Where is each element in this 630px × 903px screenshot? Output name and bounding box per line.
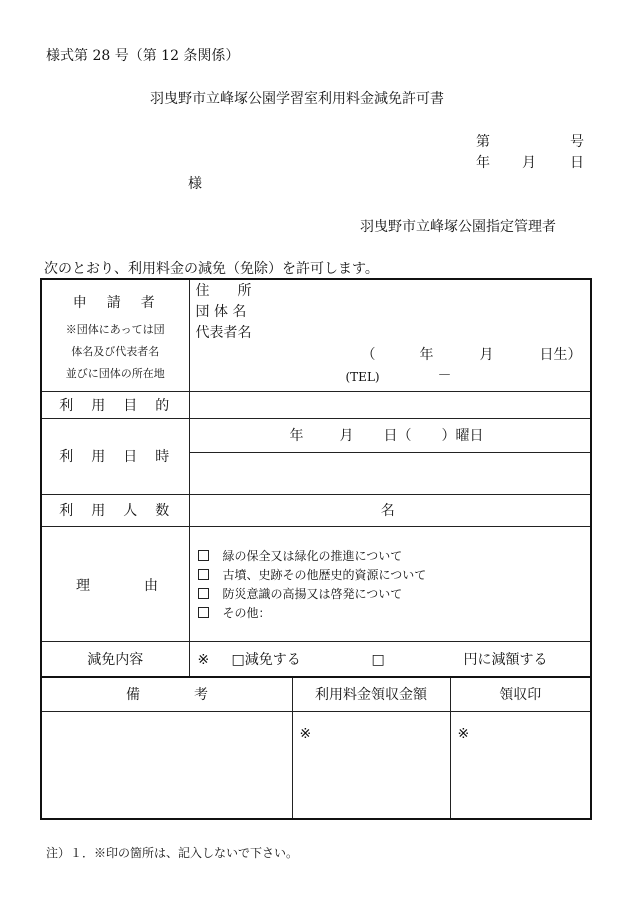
amount-mark: ※ bbox=[299, 725, 312, 742]
checkbox[interactable] bbox=[198, 607, 209, 618]
form-number: 様式第 28 号（第 12 条関係） bbox=[46, 48, 240, 64]
applicant-input-cell[interactable] bbox=[189, 279, 591, 391]
exemption-label: 減免内容 bbox=[41, 641, 189, 677]
tel-dash: － bbox=[437, 368, 452, 384]
remarks-header bbox=[41, 677, 292, 711]
datetime-label: 利 用 日 時 bbox=[41, 418, 189, 494]
addressee-suffix: 様 bbox=[188, 176, 202, 192]
applicant-label-cell bbox=[41, 279, 189, 391]
applicant-note-3: 並びに団体の所在地 bbox=[65, 367, 165, 380]
reason-label-cell bbox=[41, 526, 189, 641]
birth-day-label: 日生） bbox=[539, 347, 582, 363]
birth-year-label: 年 bbox=[419, 347, 434, 363]
purpose-label: 利 用 目 的 bbox=[41, 391, 189, 418]
reason-option-other[interactable]: その他： bbox=[198, 603, 591, 622]
applicant-note-1: ※団体にあっては団 bbox=[65, 323, 165, 336]
footer-note: 注）１．※印の箇所は、記入しないで下さい。 bbox=[46, 846, 299, 860]
number-label-suffix: 号 bbox=[570, 134, 584, 150]
remarks-header-right: 考 bbox=[194, 687, 208, 703]
checkbox[interactable] bbox=[198, 569, 209, 580]
remarks-input[interactable] bbox=[41, 711, 292, 819]
issuer-name: 羽曳野市立峰塚公園指定管理者 bbox=[360, 219, 556, 235]
tel-label: (TEL) bbox=[345, 370, 380, 384]
number-label-prefix: 第 bbox=[476, 134, 490, 150]
amount-input bbox=[292, 711, 450, 819]
address-label: 住 所 bbox=[195, 283, 252, 299]
exemption-option-reduce-box[interactable]: □ bbox=[371, 651, 385, 668]
reason-options-cell bbox=[189, 526, 591, 641]
exemption-options-cell bbox=[189, 641, 591, 677]
people-unit: 名 bbox=[380, 503, 395, 519]
remarks-header-left: 備 bbox=[126, 687, 140, 703]
seal-input bbox=[450, 711, 591, 819]
exemption-option-exempt[interactable]: □減免する bbox=[231, 651, 301, 668]
birth-month-label: 月 bbox=[479, 347, 494, 363]
application-table bbox=[40, 278, 592, 678]
datetime-month: 月 bbox=[339, 427, 354, 444]
people-input[interactable] bbox=[189, 494, 591, 526]
checkbox[interactable] bbox=[198, 588, 209, 599]
people-label: 利 用 人 数 bbox=[41, 494, 189, 526]
date-year-label: 年 bbox=[476, 155, 490, 171]
datetime-day: 日（ bbox=[383, 427, 412, 444]
datetime-weekday: ）曜日 bbox=[441, 427, 484, 444]
date-day-label: 日 bbox=[570, 155, 584, 171]
checkbox[interactable] bbox=[198, 550, 209, 561]
reason-option-greening[interactable]: 緑の保全又は緑化の推進について bbox=[198, 546, 591, 565]
amount-header: 利用料金領収金額 bbox=[292, 677, 450, 711]
applicant-note-2: 体名及び代表者名 bbox=[71, 345, 160, 358]
receipt-table bbox=[40, 676, 592, 820]
exemption-option-reduce-label: 円に減額する bbox=[463, 651, 548, 668]
date-month-label: 月 bbox=[522, 155, 536, 171]
reason-option-history[interactable]: 古墳、史跡その他歴史的資源について bbox=[198, 565, 591, 584]
representative-label: 代表者名 bbox=[195, 325, 252, 341]
datetime-input[interactable] bbox=[189, 418, 591, 452]
birth-open-paren: （ bbox=[361, 347, 376, 363]
org-name-label: 団 体 名 bbox=[195, 304, 247, 320]
seal-mark: ※ bbox=[457, 725, 470, 742]
applicant-label: 申 請 者 bbox=[72, 295, 158, 311]
datetime-year: 年 bbox=[289, 427, 304, 444]
reason-label-left: 理 bbox=[76, 577, 90, 594]
datetime-time-input[interactable] bbox=[189, 452, 591, 494]
purpose-input[interactable] bbox=[189, 391, 591, 418]
document-title: 羽曳野市立峰塚公園学習室利用料金減免許可書 bbox=[150, 91, 444, 107]
seal-header: 領収印 bbox=[450, 677, 591, 711]
reason-option-disaster[interactable]: 防災意識の高揚又は啓発について bbox=[198, 584, 591, 603]
reason-label-right: 由 bbox=[144, 577, 158, 594]
intro-text: 次のとおり、利用料金の減免（免除）を許可します。 bbox=[44, 261, 379, 277]
exemption-mark: ※ bbox=[197, 651, 210, 668]
